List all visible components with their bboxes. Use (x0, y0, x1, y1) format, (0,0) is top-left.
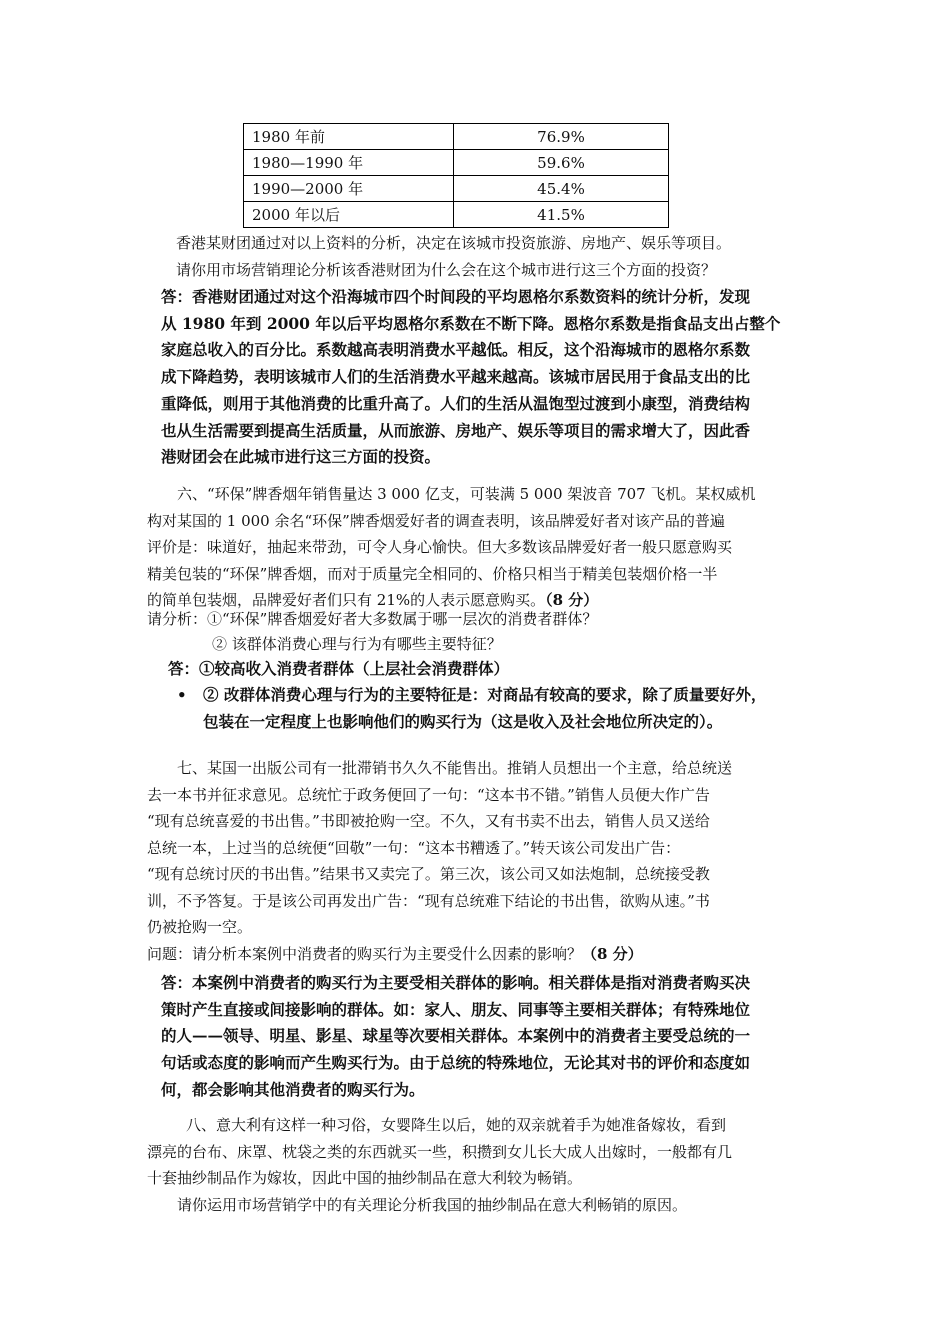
case-line: 六、“环保”牌香烟年销售量达 3 000 亿支，可装满 5 000 架波音 707 飞机。某权威机 (177, 485, 756, 503)
case-line: 漂亮的台布、床罩、枕袋之类的东西就买一些，积攒到女儿长大成人出嫁时，一般都有几 (147, 1142, 733, 1161)
table-row (244, 124, 669, 150)
case-question: 请你运用市场营销学中的有关理论分析我国的抽纱制品在意大利畅销的原因。 (177, 1195, 688, 1214)
q7-case-text (147, 755, 827, 967)
q5-answer (161, 284, 841, 471)
engel-coefficient-table (243, 123, 669, 228)
q6-ask-1: 请分析：①“环保”牌香烟爱好者大多数属于哪一层次的消费者群体？ (147, 610, 598, 628)
answer-line: 答：香港财团通过对这个沿海城市四个时间段的平均恩格尔系数资料的统计分析，发现 (161, 287, 751, 306)
case-line: 去一本书并征求意见。总统忙于政务便回了一句：“这本书不错。”销售人员便大作广告 (147, 785, 710, 804)
table-row (244, 150, 669, 176)
value-cell: 45.4% (454, 176, 669, 202)
period-cell: 2000 年以后 (244, 202, 454, 228)
q6-answer-2 (203, 682, 843, 735)
case-line: 构对某国的 1 000 余名“环保”牌香烟爱好者的调查表明，该品牌爱好者对该产品的普遍 (147, 511, 725, 530)
q5-question: 请你用市场营销理论分析该香港财团为什么会在这个城市进行这三个方面的投资？ (176, 261, 717, 279)
score-label: （8 分） (582, 944, 643, 963)
table-row (244, 176, 669, 202)
answer-line: 答：本案例中消费者的购买行为主要受相关群体的影响。相关群体是指对消费者购买决 (161, 973, 751, 992)
score-label: （8 分） (545, 591, 599, 609)
bullet-icon: • (177, 686, 187, 704)
q6-ask-2: ② 该群体消费心理与行为有哪些主要特征？ (212, 635, 502, 653)
case-line: 仍被抢购一空。 (147, 918, 253, 936)
case-line: “现有总统喜爱的书出售。”书即被抢购一空。不久，又有书卖不出去，销售人员又送给 (147, 812, 710, 830)
case-line: 训，不予答复。于是该公司再发出广告：“现有总统难下结论的书出售，欲购从速。”书 (147, 891, 710, 910)
answer-line: 成下降趋势，表明该城市人们的生活消费水平越来越高。该城市居民用于食品支出的比 (161, 367, 751, 387)
answer-line: 的人——领导、明星、影星、球星等次要相关群体。本案例中的消费者主要受总统的一 (161, 1026, 751, 1046)
case-line: 评价是：味道好，抽起来带劲，可令人身心愉快。但大多数该品牌爱好者一般只愿意购买 (147, 538, 733, 556)
q7-answer (161, 970, 841, 1104)
answer-line: 家庭总收入的百分比。系数越高表明消费水平越低。相反，这个沿海城市的恩格尔系数 (161, 340, 751, 360)
case-line: 七、某国一出版公司有一批滞销书久久不能售出。推销人员想出一个主意，给总统送 (177, 759, 733, 777)
table-row (244, 202, 669, 228)
period-cell: 1990—2000 年 (244, 176, 454, 202)
q6-case-text (147, 481, 827, 614)
answer-line: 策时产生直接或间接影响的群体。如：家人、朋友、同事等主要相关群体；有特殊地位 (161, 999, 751, 1019)
period-cell: 1980 年前 (244, 124, 454, 150)
period-cell: 1980—1990 年 (244, 150, 454, 176)
answer-line: 何，都会影响其他消费者的购买行为。 (161, 1079, 425, 1099)
answer-line: 从 1980 年到 2000 年以后平均恩格尔系数在不断下降。恩格尔系数是指食品支出占整个 (161, 313, 781, 333)
q6-answer-1: 答：①较高收入消费者群体（上层社会消费群体） (168, 659, 510, 678)
answer-line: ② 改群体消费心理与行为的主要特征是：对商品有较高的要求，除了质量要好外， (203, 685, 767, 704)
value-cell: 41.5% (454, 202, 669, 228)
value-cell: 59.6% (454, 150, 669, 176)
answer-line: 包装在一定程度上也影响他们的购买行为（这是收入及社会地位所决定的）。 (203, 711, 723, 731)
answer-line: 句话或态度的影响而产生购买行为。由于总统的特殊地位，无论其对书的评价和态度如 (161, 1053, 751, 1073)
q8-case-text (147, 1112, 827, 1218)
case-line-text: 的简单包装烟，品牌爱好者们只有 21%的人表示愿意购买。 (147, 591, 546, 609)
value-cell: 76.9% (454, 124, 669, 150)
case-line: 总统一本，上过当的总统便“回敬”一句：“这本书糟透了。”转天该公司发出广告： (147, 838, 681, 857)
answer-line: 港财团会在此城市进行这三方面的投资。 (161, 447, 441, 467)
q5-conclusion: 香港某财团通过对以上资料的分析，决定在该城市投资旅游、房地产、娱乐等项目。 (176, 234, 732, 252)
answer-line: 重降低，则用于其他消费的比重升高了。人们的生活从温饱型过渡到小康型，消费结构 (161, 393, 751, 413)
case-line: 十套抽纱制品作为嫁妆，因此中国的抽纱制品在意大利较为畅销。 (147, 1169, 583, 1187)
case-question (147, 941, 827, 968)
answer-line: 也从生活需要到提高生活质量，从而旅游、房地产、娱乐等项目的需求增大了，因此香 (161, 420, 751, 440)
question-text: 问题：请分析本案例中消费者的购买行为主要受什么因素的影响？ (147, 944, 583, 963)
case-line: 八、意大利有这样一种习俗，女婴降生以后，她的双亲就着手为她准备嫁妆，看到 (186, 1116, 727, 1134)
case-line: 精美包装的“环保”牌香烟，而对于质量完全相同的、价格只相当于精美包装烟价格一半 (147, 564, 718, 583)
case-line: “现有总统讨厌的书出售。”结果书又卖完了。第三次，该公司又如法炮制，总统接受教 (147, 865, 710, 883)
